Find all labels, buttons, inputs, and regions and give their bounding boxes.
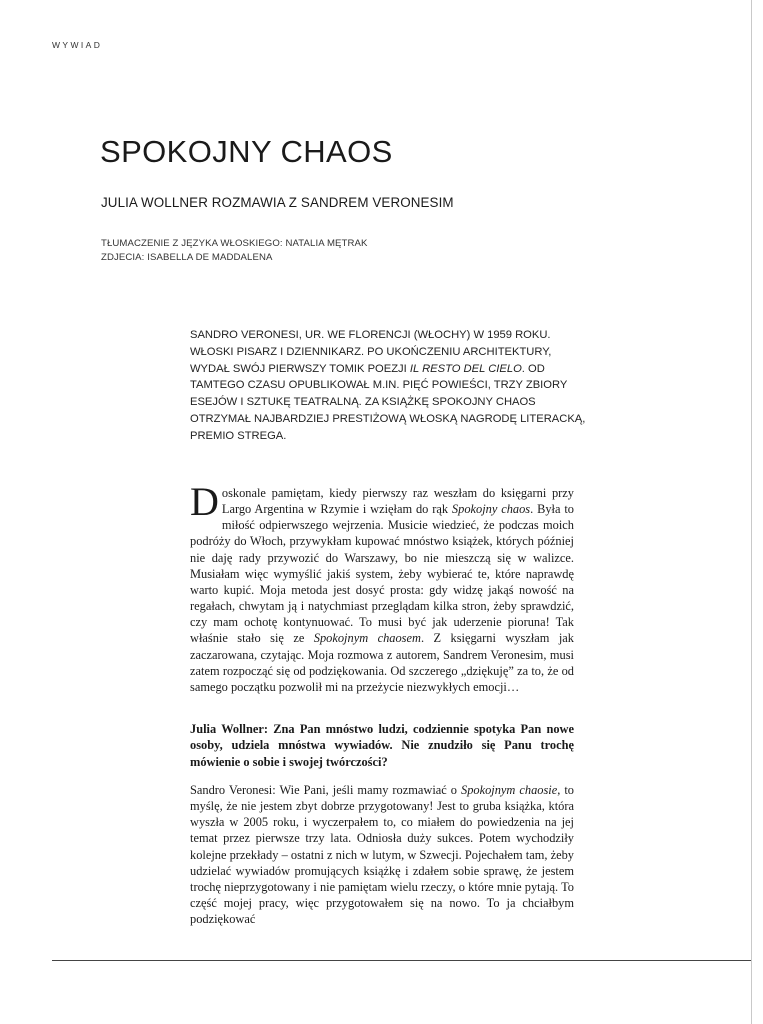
- intro-text-3: . Z księgarni wyszłam jak zaczarowana, czytając. Moja rozmowa z autorem, Sandrem Veronesim, musi zatem rozpocząć się od podziękowania. Od szczerego „dziękuję” za to, że od samego początku pozwolił mi na przeżycie niezwykłych emocji…: [190, 631, 574, 694]
- author-bio: [190, 327, 590, 445]
- section-label: WYWIAD: [52, 40, 103, 50]
- intro-book-title-1: Spokojny chaos: [451, 502, 531, 517]
- intro-paragraph: [190, 479, 574, 695]
- article-subtitle: JULIA WOLLNER ROZMAWIA Z SANDREM VERONESIM: [101, 195, 454, 210]
- bio-book-title: IL RESTO DEL CIELO: [409, 362, 522, 375]
- interview-question: Julia Wollner: Zna Pan mnóstwo ludzi, codziennie spotyka Pan nowe osoby, udziela mnóstwa wywiadów. Nie znudziło się Panu trochę mówienie o sobie i swojej twórczości?: [190, 722, 574, 769]
- interview-answer: [190, 782, 574, 927]
- answer-text-1: Sandro Veronesi: Wie Pani, jeśli mamy rozmawiać o: [190, 783, 461, 797]
- page-edge-rule: [751, 0, 752, 1024]
- translation-credit: TŁUMACZENIE Z JĘZYKA WŁOSKIEGO: NATALIA MĘTRAK: [101, 238, 368, 249]
- bio-text-1: SANDRO VERONESI, UR. WE FLORENCJI (WŁOCHY) W 1959 ROKU. WŁOSKI PISARZ I DZIENNIKARZ. PO UKOŃCZENIU ARCHITEKTURY, WYDAŁ SWÓJ PIERWSZY TOMIK POEZJI: [190, 329, 552, 375]
- article-title: SPOKOJNY CHAOS: [100, 134, 393, 169]
- intro-book-title-2: Spokojnym chaosem: [313, 631, 421, 646]
- footer-rule: [52, 960, 751, 961]
- answer-book-title: Spokojnym chaosie: [461, 783, 558, 797]
- photo-credit: ZDJECIA: ISABELLA DE MADDALENA: [101, 252, 273, 263]
- intro-text-1: oskonale pamiętam, kiedy pierwszy raz weszłam do księgarni przy Largo Argentina w Rzymie i wzięłam do rąk: [221, 486, 574, 517]
- intro-text-2: . Była to miłość odpierwszego wejrzenia. Musicie wiedzieć, że podczas moich podróży do Włoch, przywykłam kupować mnóstwo książek, których później nie daję rady przywozić do Warszawy, bo nie mieszczą się w walizce. Musiałam więc wymyślić jakiś system, żeby wybierać te, które naprawdę warto kupić. Moja metoda jest dosyć prosta: gdy widzę jakąś nowość na regałach, chwytam ją i natychmiast przeglądam kilka stron, żeby sprawdzić, czy mam ochotę kontynuować. To musi być jak uderzenie pioruna! Tak właśnie stało się ze: [190, 502, 574, 646]
- answer-text-2: , to myślę, że nie jestem zbyt dobrze przygotowany! Jest to gruba książka, która wyszła w 2005 roku, i wyczerpałem to, co miałem do powiedzenia na jej temat przez pierwsze trzy lata. Odniosła duży sukces. Potem wychodziły kolejne przekłady – ostatni z nich w lutym, w Szwecji. Pojechałem tam, żeby udzielać wywiadów promujących książkę i zdałem sobie sprawę, że jestem trochę nieprzygotowany i nie pamiętam wielu rzeczy, o które mnie pytają. To część mojej pracy, więc przygotowałem się na nowo. To ja chciałbym podziękować: [190, 783, 574, 927]
- bio-text-2: . OD TAMTEGO CZASU OPUBLIKOWAŁ M.IN. PIĘĆ POWIEŚCI, TRZY ZBIORY ESEJÓW I SZTUKĘ TEATRALNĄ. ZA KSIĄŻKĘ SPOKOJNY CHAOS OTRZYMAŁ NAJBARDZIEJ PRESTIŻOWĄ WŁOSKĄ NAGRODĘ LITERACKĄ, PREMIO STREGA.: [190, 362, 586, 442]
- drop-cap: D: [190, 479, 219, 524]
- credits: [101, 237, 368, 265]
